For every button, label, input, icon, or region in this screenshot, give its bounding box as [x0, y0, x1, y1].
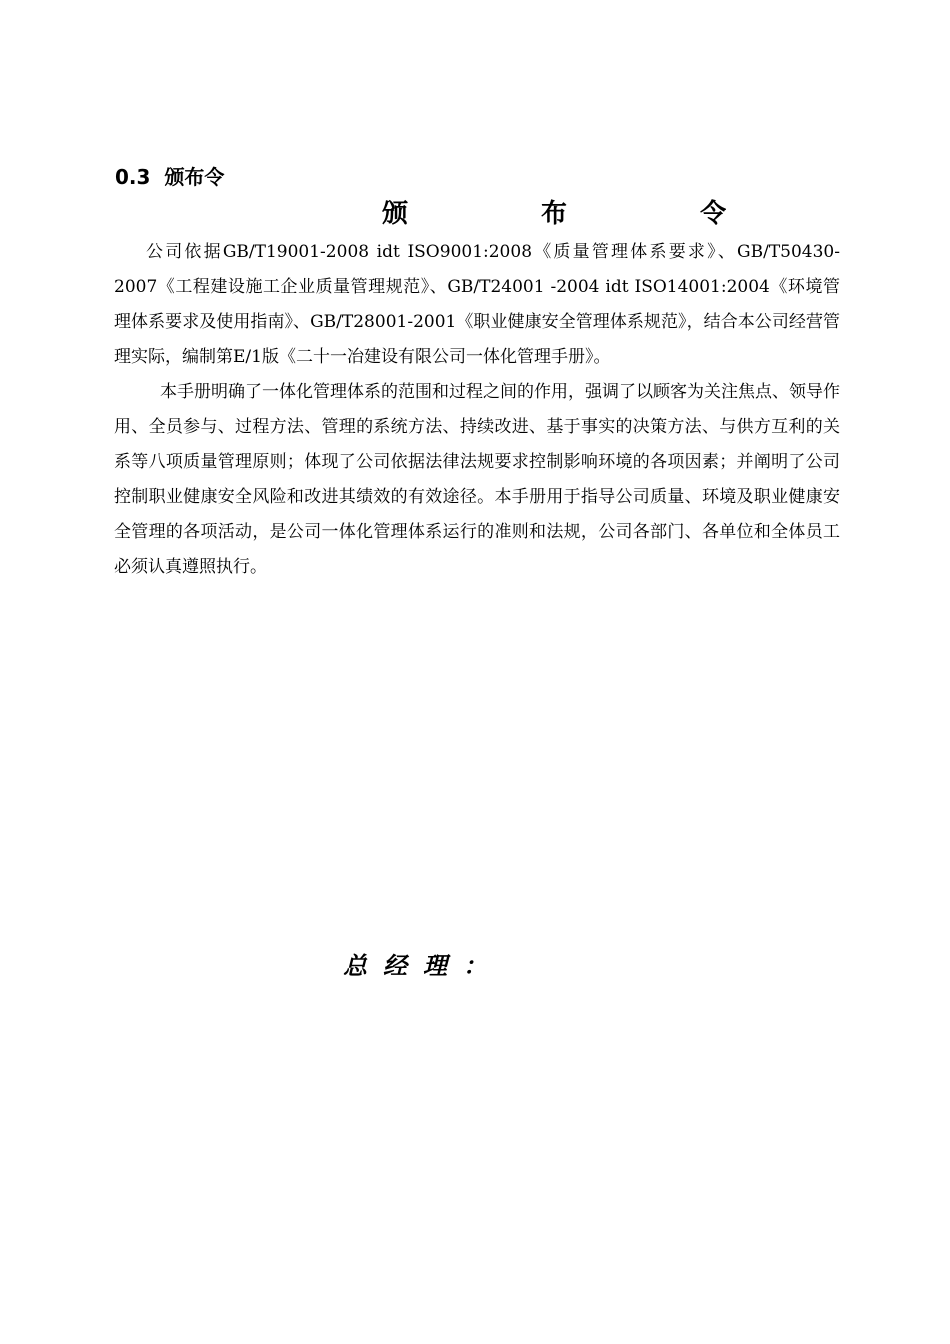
paragraph-basis: 公司依据GB/T19001-2008 idt ISO9001:2008《质量管理体系要求》、GB/T50430-2007《工程建设施工企业质量管理规范》、GB/T24001 -2004 idt ISO14001:2004《环境管理体系要求及使用指南》、GB/T28001-2001《职业健康安全管理体系规范》，结合本公司经营管理实际，编制第E/1版《二十一冶建设有限公司一体化管理手册》。 — [114, 242, 840, 367]
section-number: 0.3 — [115, 165, 151, 189]
document-body — [114, 235, 840, 585]
section-title: 颁布令 — [164, 165, 225, 189]
paragraph-scope: 本手册明确了一体化管理体系的范围和过程之间的作用，强调了以顾客为关注焦点、领导作用、全员参与、过程方法、管理的系统方法、持续改进、基于事实的决策方法、与供方互利的关系等八项质量管理原则；体现了公司依据法律法规要求控制影响环境的各项因素；并阐明了公司控制职业健康安全风险和改进其绩效的有效途径。本手册用于指导公司质量、环境及职业健康安全管理的各项活动，是公司一体化管理体系运行的准则和法规，公司各部门、各单位和全体员工必须认真遵照执行。 — [114, 382, 840, 577]
signature-label: 总经理： — [343, 952, 503, 980]
section-heading — [115, 162, 224, 192]
document-title: 颁 布 令 — [382, 199, 789, 229]
